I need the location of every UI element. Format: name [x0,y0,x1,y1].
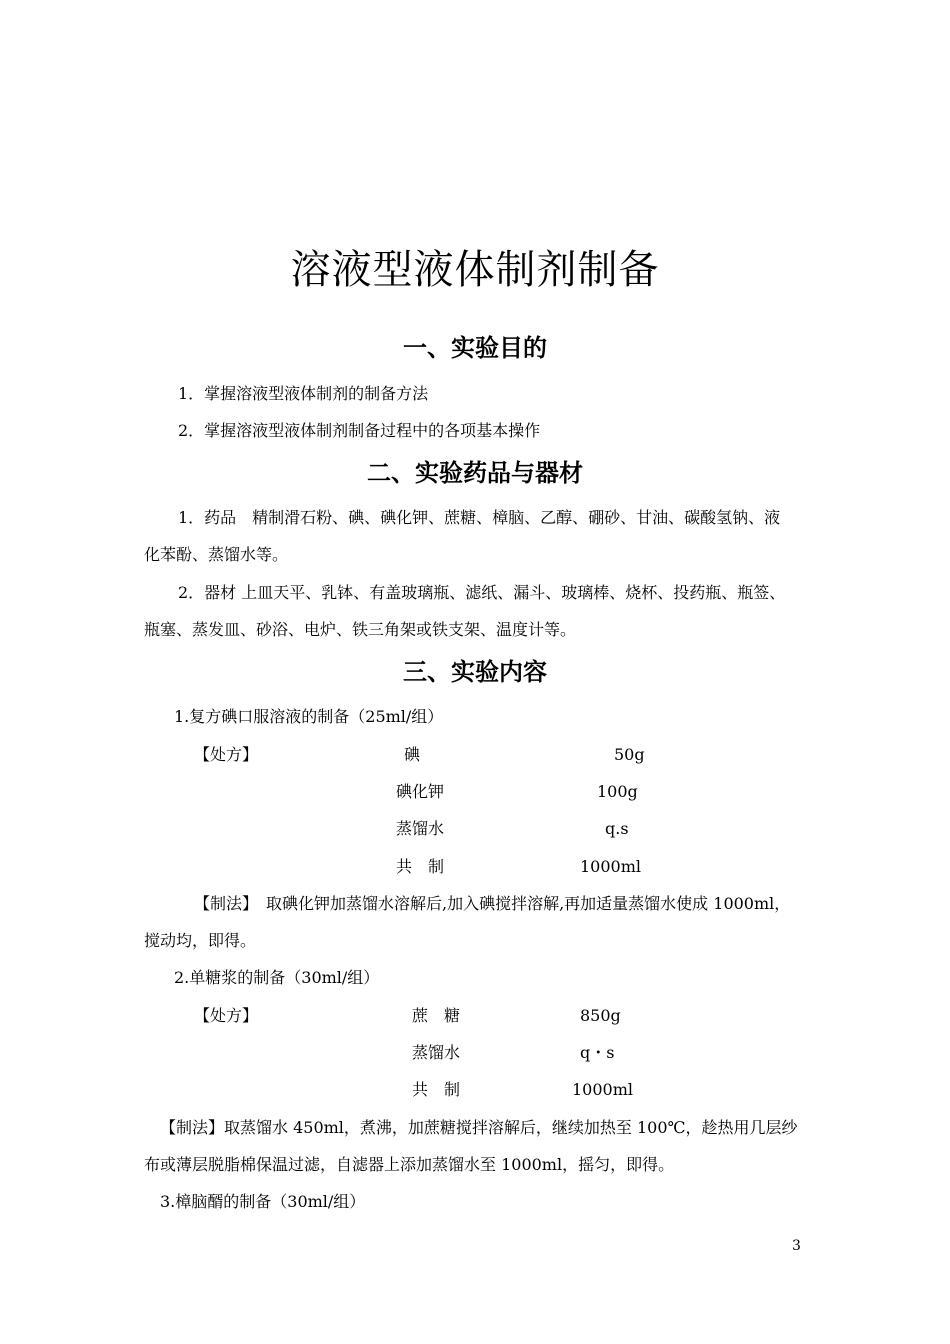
rx-ingredient-name: 碘化钾 [396,782,445,801]
rx-ingredient-name: 蒸馏水 [412,1043,461,1062]
rx-ingredient-amount: 100g [597,782,638,801]
rx-ingredient-amount: 850g [580,1006,621,1025]
materials-equipment-line-1: 2．器材 上皿天平、乳钵、有盖玻璃瓶、滤纸、漏斗、玻璃棒、烧杯、投药瓶、瓶签、 [178,583,786,602]
experiment-2-title: 2.单糖浆的制备（30ml/组） [174,968,380,987]
objective-item-2: 2．掌握溶液型液体制剂制备过程中的各项基本操作 [178,421,541,440]
rx-ingredient-amount: 50g [614,745,645,764]
experiment-1-method-line-1: 【制法】 取碘化钾加蒸馏水溶解后,加入碘搅拌溶解,再加适量蒸馏水使成 1000ml， [194,894,791,913]
rx-ingredient-name: 蒸馏水 [396,819,445,838]
page-number: 3 [792,1238,801,1254]
experiment-2-method-line-2: 布或薄层脱脂棉保温过滤，自滤器上添加蒸馏水至 1000ml，摇匀，即得。 [144,1155,675,1174]
rx-ingredient-name: 蔗 糖 [412,1006,461,1025]
rx-ingredient-amount: q・s [580,1043,615,1062]
rx-ingredient-amount: 1000ml [580,857,642,876]
experiment-2-method-line-1: 【制法】取蒸馏水 450ml，煮沸，加蔗糖搅拌溶解后，继续加热至 100℃，趁热用几层纱 [160,1118,798,1137]
objective-item-1: 1．掌握溶液型液体制剂的制备方法 [178,384,429,403]
experiment-1-title: 1.复方碘口服溶液的制备（25ml/组） [174,707,444,726]
rx-ingredient-name: 共 制 [396,857,445,876]
section-heading-materials: 二、实验药品与器材 [367,459,583,487]
materials-drugs-line-2: 化苯酚、蒸馏水等。 [144,545,289,564]
section-heading-objectives: 一、实验目的 [403,334,547,362]
section-heading-content: 三、实验内容 [403,658,547,686]
rx-ingredient-amount: 1000ml [572,1080,634,1099]
rx-ingredient-name: 共 制 [412,1080,461,1099]
rx-ingredient-amount: q.s [605,819,629,838]
materials-drugs-line-1: 1．药品 精制滑石粉、碘、碘化钾、蔗糖、樟脑、乙醇、硼砂、甘油、碳酸氢钠、液 [178,508,781,527]
experiment-1-method-line-2: 搅动均，即得。 [144,931,257,950]
rx-ingredient-name: 碘 [404,745,421,764]
experiment-1-rx-label: 【处方】 [194,745,259,764]
page-title: 溶液型液体制剂制备 [290,247,660,293]
experiment-3-title: 3.樟脑醑的制备（30ml/组） [160,1192,366,1211]
experiment-2-rx-label: 【处方】 [194,1006,259,1025]
materials-equipment-line-2: 瓶塞、蒸发皿、砂浴、电炉、铁三角架或铁支架、温度计等。 [144,620,577,639]
